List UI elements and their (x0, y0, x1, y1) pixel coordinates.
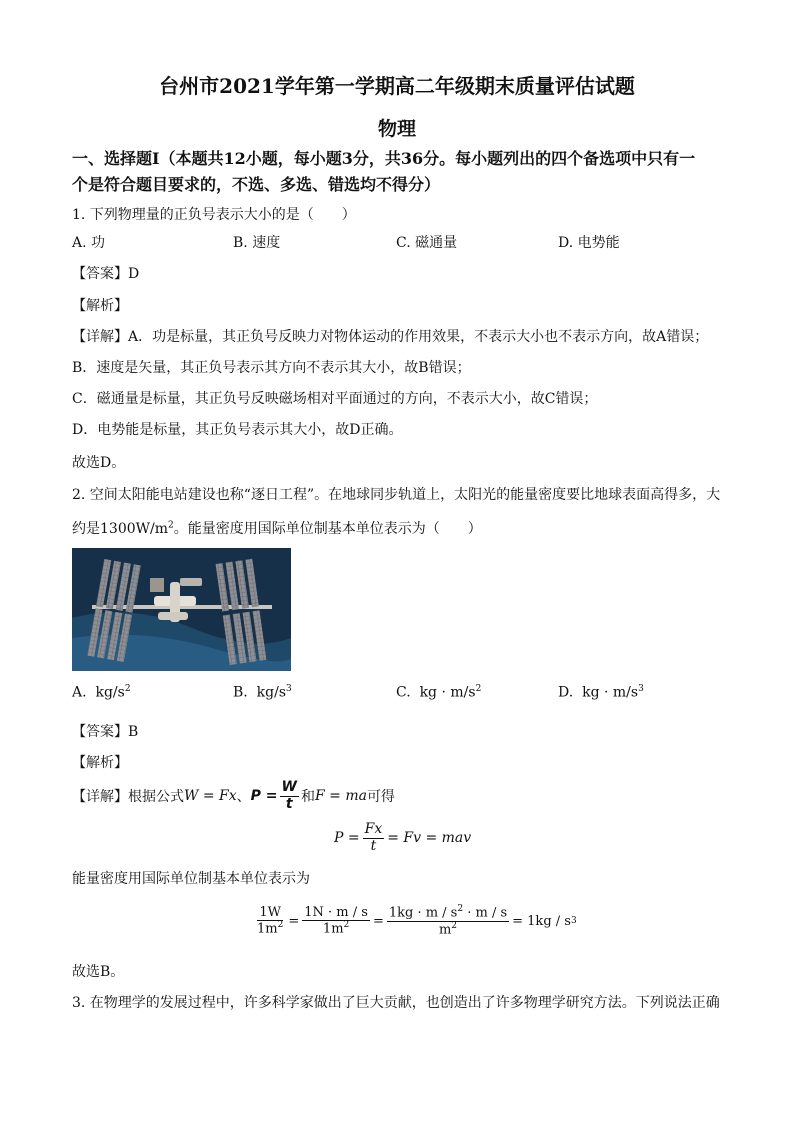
q2-option-c-unit: kg · m/s (419, 684, 476, 701)
q2-eq2-result-exp: 3 (570, 916, 577, 926)
q2-option-c-exp: 2 (475, 684, 482, 694)
q2-eq2-f3-num-b: · m / s (463, 905, 508, 921)
q1-detail-line: D．电势能是标量，其正负号表示其大小，故D正确。 (72, 422, 403, 438)
q2-and: 和 (300, 789, 315, 805)
q1-option-c: C. 磁通量 (396, 235, 458, 251)
q1-detail-line: 【详解】A．功是标量，其正负号反映力对物体运动的作用效果，不表示大小也不表示方向，故A错误； (72, 329, 709, 345)
q2-option-d (558, 684, 644, 701)
section-heading-line2: 个是符合题目要求的，不选、多选、错选均不得分） (72, 175, 441, 194)
q2-eq1-fraction (363, 822, 385, 854)
q2-option-b-unit: kg/s (256, 684, 287, 701)
q2-detail-line (72, 776, 395, 816)
space-station-illustration (72, 548, 291, 671)
q1-detail-line: B．速度是矢量，其正负号表示其方向不表示其大小，故B错误； (72, 360, 471, 376)
q2-conclusion: 故选B。 (72, 964, 125, 980)
q2-answer: 【答案】B (72, 724, 139, 740)
q2-eq1-lhs: P = (334, 830, 360, 846)
q1-conclusion: 故选D。 (72, 455, 126, 471)
q2-power-fraction (280, 780, 299, 812)
q2-eq2-f3-den-exp: 2 (451, 920, 458, 931)
q2-power-den: t (285, 795, 293, 812)
q2-eq2-f1-den-exp: 2 (277, 919, 284, 930)
q2-eq2-f3-num-exp: 2 (457, 903, 464, 914)
q2-eq2-f2-den-exp: 2 (343, 919, 350, 930)
q1-analysis-label: 【解析】 (72, 298, 128, 314)
q2-eq2-f2-num: 1N · m / s (304, 904, 368, 920)
q2-formula-force: F = ma (314, 788, 367, 804)
q2-eq2-result: = 1kg / s (512, 913, 571, 929)
q2-equation-2: $\frac{1W}{1m^2}$ = $\frac{1N \cdot m / s}{1m^2}$ = $\frac{1kg \cdot m / s^2 \cdot m / s}{m^2}$ = 1kg / s 3 (257, 903, 577, 937)
q2-can-get: 可得 (366, 789, 395, 805)
q1-answer: 【答案】D (72, 266, 140, 282)
q1-option-a: A. 功 (72, 235, 106, 251)
q2-eq2-fraction-1 (255, 906, 285, 937)
q2-eq2-f1-den: 1m (257, 921, 278, 937)
q1-option-b: B. 速度 (233, 235, 281, 251)
q1-stem: 1. 下列物理量的正负号表示大小的是（ ） (72, 207, 356, 223)
q2-option-d-exp: 3 (638, 684, 644, 694)
q2-eq1-num: Fx (364, 821, 383, 838)
q2-eq2-f1-num: 1W (259, 904, 281, 920)
q2-unit-text: 能量密度用国际单位制基本单位表示为 (72, 871, 310, 887)
q2-eq2-fraction-3 (387, 905, 509, 937)
q2-stem-line2 (72, 518, 482, 538)
q1-detail-line: C．磁通量是标量，其正负号反映磁场相对平面通过的方向，不表示大小，故C错误； (72, 391, 598, 407)
q2-p-eq: P = (250, 788, 278, 804)
q2-option-d-label: D. (558, 684, 574, 701)
q2-option-d-unit: kg · m/s (582, 684, 639, 701)
section-heading-line1: 一、选择题Ⅰ（本题共12小题，每小题3分，共36分。每小题列出的四个备选项中只有一 (72, 149, 696, 168)
q2-separator: 、 (236, 789, 251, 805)
q2-eq2-f3-num-a: 1kg · m / s (388, 905, 458, 921)
subject-title: 物理 (377, 118, 416, 140)
q2-option-a-exp: 2 (124, 684, 131, 694)
space-station-image (72, 548, 291, 671)
q2-stem-sup: 2 (168, 520, 174, 531)
q2-option-b-exp: 3 (286, 684, 292, 694)
q2-eq2-f2-den: 1m (322, 921, 344, 937)
q2-detail-prefix: 【详解】根据公式 (72, 789, 184, 805)
q2-formula-work: W = Fx (184, 788, 237, 804)
q1-option-d: D. 电势能 (558, 235, 620, 251)
q2-equation-1 (334, 818, 471, 858)
q2-option-a-label: A. (72, 684, 87, 701)
q2-option-b (233, 684, 292, 701)
q2-eq2-fraction-2 (302, 906, 370, 937)
q2-eq1-den: t (370, 837, 377, 854)
q2-analysis-label: 【解析】 (72, 755, 128, 771)
q2-power-num: W (281, 779, 297, 796)
exam-title: 台州市2021学年第一学期高二年级期末质量评估试题 (159, 74, 635, 98)
q2-stem-prefix: 约是1300W/m (72, 521, 169, 537)
q2-option-c-label: C. (396, 684, 411, 701)
q2-stem-suffix: 。能量密度用国际单位制基本单位表示为（ ） (173, 521, 482, 537)
q2-option-a-unit: kg/s (95, 684, 125, 701)
q2-option-c (396, 684, 481, 701)
q2-option-a (72, 684, 131, 701)
q3-stem: 3. 在物理学的发展过程中，许多科学家做出了巨大贡献，也创造出了许多物理学研究方法。下列说法正确 (72, 995, 720, 1011)
q2-eq1-rhs: = Fv = mav (387, 830, 472, 846)
q2-stem-line1: 2. 空间太阳能电站建设也称“逐日工程”。在地球同步轨道上，太阳光的能量密度要比地球表面高得多，大 (72, 487, 721, 503)
q2-option-b-label: B. (233, 684, 248, 701)
q2-eq2-f3-den: m (438, 921, 452, 937)
